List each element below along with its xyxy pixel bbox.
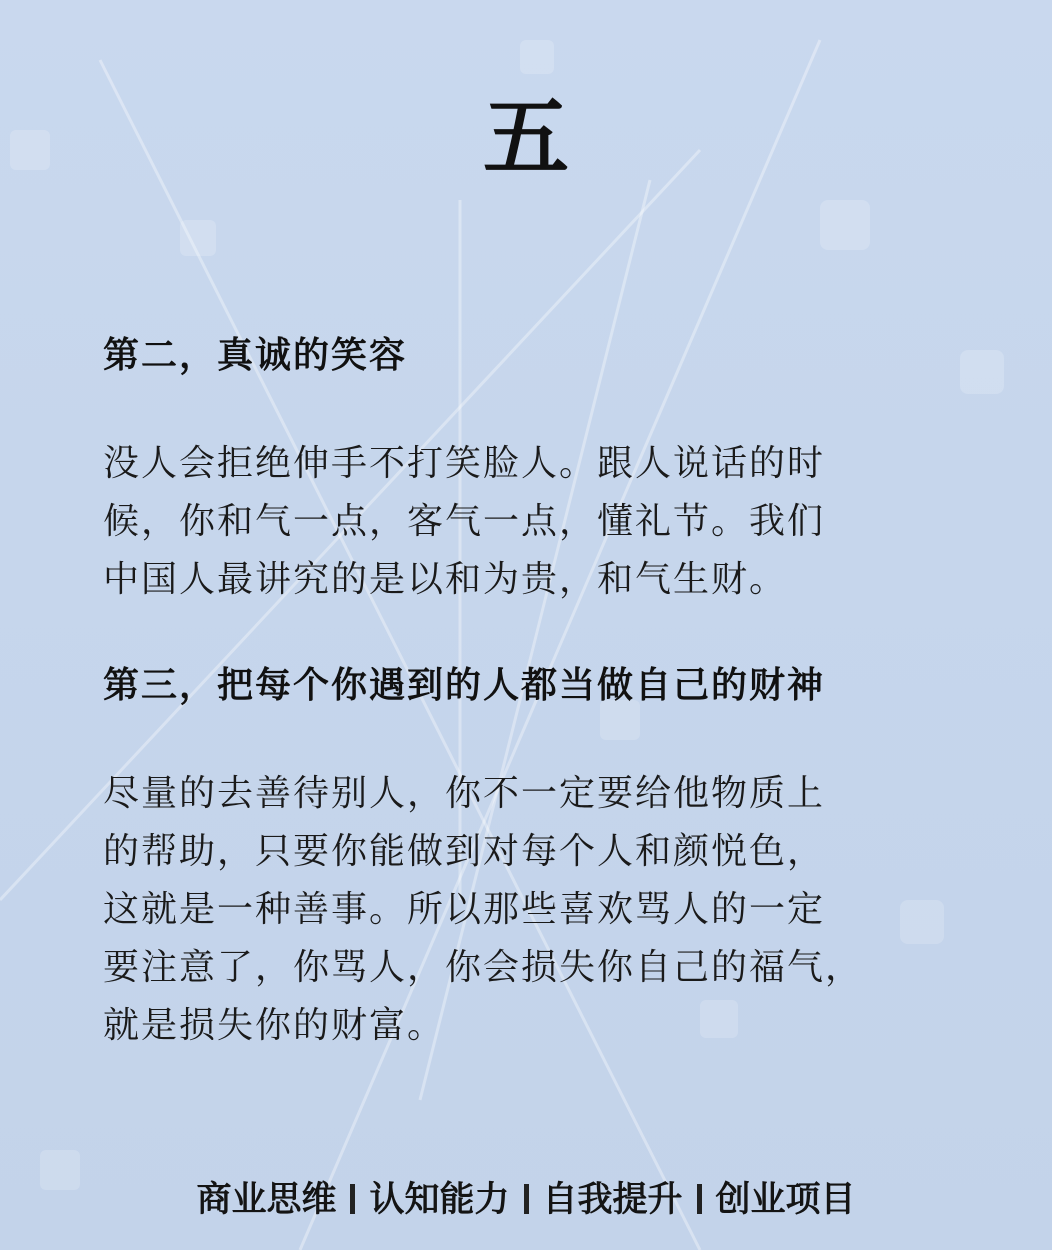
footer-tag: 商业思维 (196, 1180, 337, 1220)
paragraph-line: 的帮助，只要你能做到对每个人和颜悦色， (103, 831, 826, 872)
paragraph-line: 就是损失你的财富。 (103, 1005, 446, 1046)
paragraph-line: 这就是一种善事。所以那些喜欢骂人的一定 (103, 889, 826, 930)
divider (524, 1184, 529, 1214)
section-heading: 第三，把每个你遇到的人都当做自己的财神 (103, 664, 826, 706)
paragraph-line: 没人会拒绝伸手不打笑脸人。跟人说话的时 (103, 443, 826, 484)
divider (350, 1184, 355, 1214)
section-heading: 第二，真诚的笑容 (103, 334, 408, 376)
footer-tag: 认知能力 (369, 1180, 510, 1220)
page-title: 五 (483, 88, 569, 188)
footer-tag: 自我提升 (542, 1180, 683, 1220)
paragraph-line: 要注意了，你骂人，你会损失你自己的福气， (103, 947, 864, 988)
paragraph-line: 中国人最讲究的是以和为贵，和气生财。 (103, 559, 788, 600)
paragraph-line: 尽量的去善待别人，你不一定要给他物质上 (103, 773, 826, 814)
section-paragraph (103, 435, 1003, 609)
footer-tag: 创业项目 (715, 1180, 856, 1220)
paragraph-line: 候，你和气一点，客气一点，懂礼节。我们 (103, 501, 826, 542)
divider (697, 1184, 702, 1214)
footer-tags (0, 1172, 1052, 1222)
section-paragraph (103, 765, 1003, 1055)
